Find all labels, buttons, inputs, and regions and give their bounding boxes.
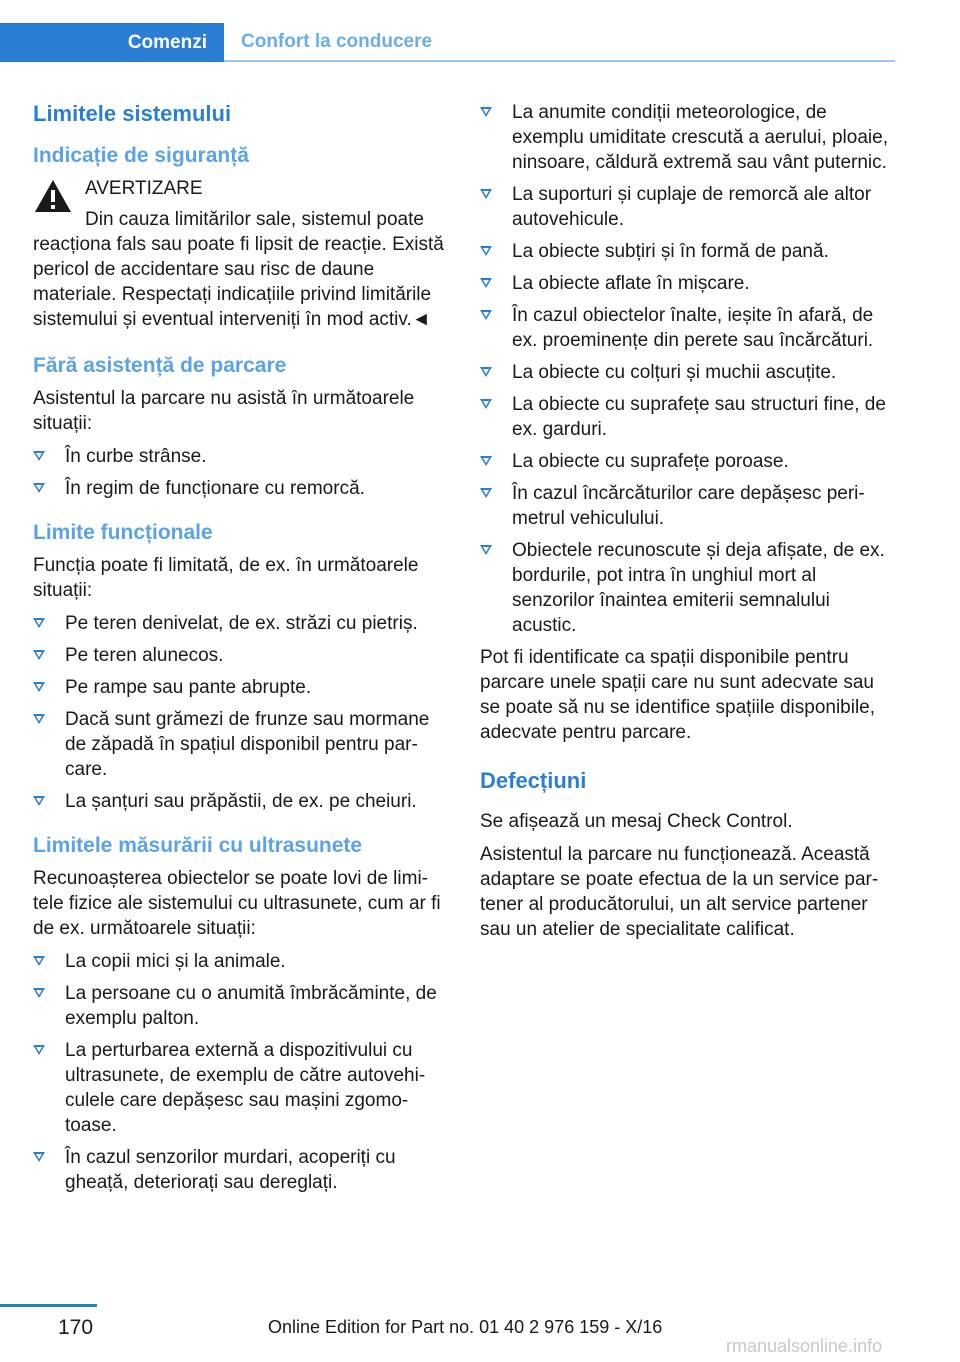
triangle-bullet-icon [33, 714, 45, 724]
ultrasound-list [33, 949, 448, 1195]
safety-heading: Indicație de siguranță [33, 144, 249, 167]
triangle-bullet-icon [33, 618, 45, 628]
triangle-bullet-icon [480, 310, 492, 320]
triangle-bullet-icon [33, 483, 45, 493]
list-item: Pe teren alunecos. [33, 643, 448, 668]
list-item: La obiecte cu colțuri și muchii ascuțite. [480, 360, 895, 385]
list-item: Obiectele recunoscute și deja afișate, de ex. bordurile, pot intra în unghiul mort al senzorilor înaintea emiterii semnalului acustic. [480, 538, 895, 638]
triangle-bullet-icon [480, 189, 492, 199]
list-item: La anumite condiții meteorologice, de exemplu umiditate crescută a aerului, ploaie, ninsoare, căldură extremă sau vânt puternic. [480, 100, 895, 175]
ultrasound-section [33, 832, 448, 1195]
no-assist-intro: Asistentul la parcare nu asistă în următoarele situații: [33, 388, 415, 434]
page-number: 170 [58, 1316, 94, 1339]
triangle-bullet-icon [480, 367, 492, 377]
functional-limits-heading: Limite funcționale [33, 521, 213, 544]
triangle-bullet-icon [33, 650, 45, 660]
list-item: Dacă sunt grămezi de frunze sau mormane de zăpadă în spațiul disponibil pentru parcare. [33, 707, 448, 782]
triangle-bullet-icon [480, 278, 492, 288]
no-assist-heading: Fără asistență de parcare [33, 354, 287, 377]
triangle-bullet-icon [480, 545, 492, 555]
safety-section [33, 142, 448, 332]
list-item: La perturbarea externă a dispozitivului cu ultrasunete, de exemplu de către autovehiculele care depășesc sau mașini zgomotoase. [33, 1038, 448, 1138]
triangle-bullet-icon [33, 1152, 45, 1162]
ultrasound-heading: Limitele măsurării cu ultrasunete [33, 834, 363, 857]
left-column [33, 100, 448, 1213]
list-item: La persoane cu o anumită îmbrăcăminte, de exemplu palton. [33, 981, 448, 1031]
right-column [480, 100, 895, 960]
warning-box [33, 176, 448, 332]
triangle-bullet-icon [33, 796, 45, 806]
section-title: Limitele sistemului [33, 101, 232, 126]
footer-accent-line [0, 1304, 97, 1307]
tab-comenzi[interactable]: Comenzi [0, 23, 224, 62]
list-item: La obiecte cu suprafețe poroase. [480, 449, 895, 474]
triangle-bullet-icon [33, 956, 45, 966]
triangle-bullet-icon [33, 988, 45, 998]
watermark: rmanualsonline.info [726, 1336, 883, 1356]
warning-text: Din cauza limitărilor sale, sistemul poate reacționa fals sau poate fi lipsit de reacție. Există pericol de accidentare sau risc de daune materiale. Respectați indicațiile privind limitările sistemului și eventual interveniți în mod activ.◄ [33, 209, 444, 330]
list-item: La copii mici și la animale. [33, 949, 448, 974]
tab-confort-la-conducere[interactable]: Confort la conducere [224, 23, 895, 62]
list-item: În curbe strânse. [33, 444, 448, 469]
no-assist-list [33, 444, 448, 501]
list-item: În cazul obiectelor înalte, ieșite în afară, de ex. proeminențe din perete sau încărcături. [480, 303, 895, 353]
list-item: Pe rampe sau pante abrupte. [33, 675, 448, 700]
triangle-bullet-icon [33, 1045, 45, 1055]
list-item: La obiecte subțiri și în formă de pană. [480, 239, 895, 264]
ultrasound-list-continued [480, 100, 895, 638]
triangle-bullet-icon [480, 107, 492, 117]
triangle-bullet-icon [33, 451, 45, 461]
list-item: La obiecte cu suprafețe sau structuri fine, de ex. garduri. [480, 392, 895, 442]
triangle-bullet-icon [33, 682, 45, 692]
list-item: La suporturi și cuplaje de remorcă ale altor autovehicule. [480, 182, 895, 232]
warning-label: AVERTIZARE [85, 178, 203, 199]
functional-limits-list [33, 611, 448, 814]
triangle-bullet-icon [480, 399, 492, 409]
functional-limits-section [33, 519, 448, 814]
list-item: Pe teren denivelat, de ex. străzi cu pietriș. [33, 611, 448, 636]
triangle-bullet-icon [480, 488, 492, 498]
header-bar [0, 0, 895, 64]
faults-section [480, 767, 895, 942]
functional-limits-intro: Funcția poate fi limitată, de ex. în următoarele situații: [33, 555, 419, 601]
ultrasound-intro: Recunoașterea obiectelor se poate lovi de limitele fizice ale sistemului cu ultrasunete, cum ar fi de ex. următoarele situații: [33, 868, 441, 939]
list-item: În cazul încărcăturilor care depășesc perimetrul vehiculului. [480, 481, 895, 531]
faults-heading: Defecțiuni [480, 768, 587, 793]
edition-text: Online Edition for Part no. 01 40 2 976 159 - X/16 [268, 1317, 663, 1337]
faults-line-1: Se afișează un mesaj Check Control. [480, 811, 793, 832]
faults-line-2: Asistentul la parcare nu funcționează. Această adaptare se poate efectua de la un service partener al producătorului, un alt service partener sau un atelier de specialitate calificat. [480, 844, 879, 940]
triangle-bullet-icon [480, 456, 492, 466]
triangle-bullet-icon [480, 246, 492, 256]
warning-triangle-icon [33, 178, 73, 214]
list-item: În cazul senzorilor murdari, acoperiți cu gheață, deteriorați sau dereglați. [33, 1145, 448, 1195]
list-item: În regim de funcționare cu remorcă. [33, 476, 448, 501]
no-assist-section [33, 352, 448, 501]
parking-space-note: Pot fi identificate ca spații disponibile pentru parcare unele spații care nu sunt adecvate sau se poate să nu se identifice spațiile disponibile, adecvate pentru parcare. [480, 647, 876, 743]
list-item: La șanțuri sau prăpăstii, de ex. pe cheiuri. [33, 789, 448, 814]
list-item: La obiecte aflate în mișcare. [480, 271, 895, 296]
